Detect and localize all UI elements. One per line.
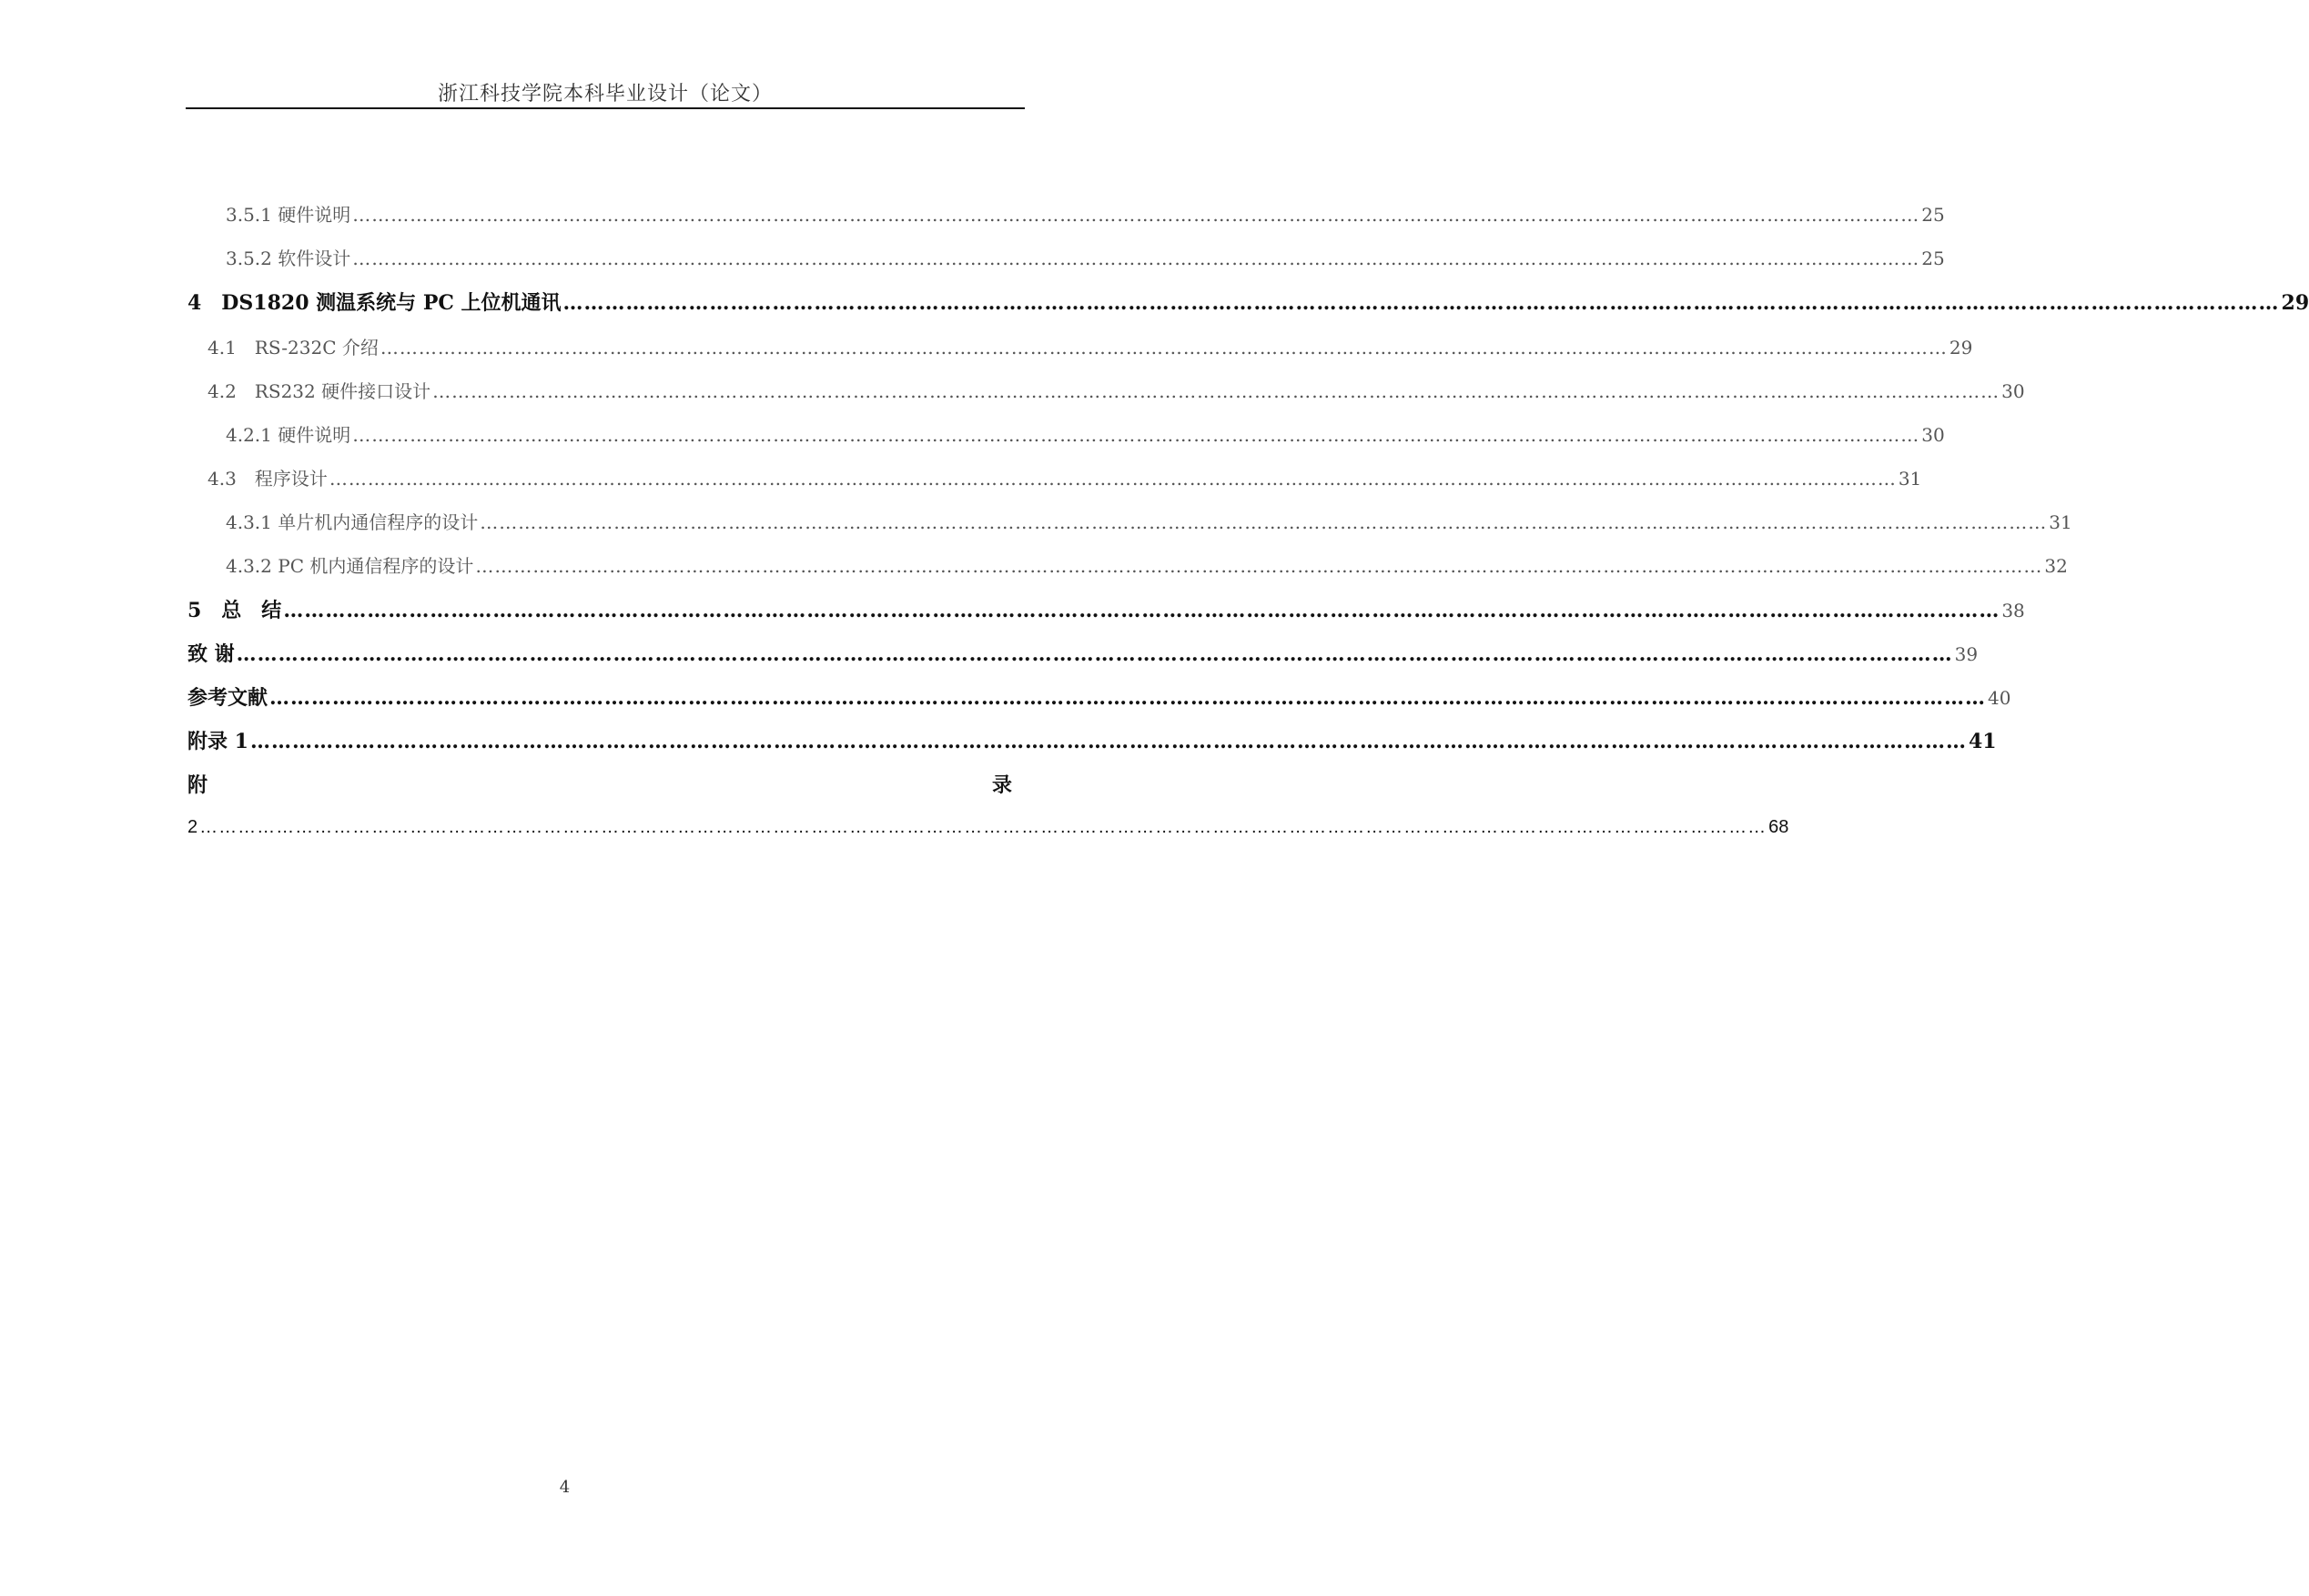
toc-leader-dots: ………………………………………………………………………………………………………………………………………………………………………………………………………………………… xyxy=(352,247,1920,269)
toc-entry-4-3-2[interactable] xyxy=(226,551,2068,578)
toc-leader-dots: ………………………………………………………………………………………………………………………………………………………………………………………………………………………… xyxy=(562,291,2280,315)
toc-appendix-2-left-char[interactable]: 附 xyxy=(187,773,208,797)
toc-entry-title: 3.5.1 硬件说明 xyxy=(226,204,351,226)
toc-leader-dots: ………………………………………………………………………………………………………………………………………………………………………………………………………………………… xyxy=(199,817,1767,837)
toc-entry-title: 2 xyxy=(187,817,198,837)
toc-entry-page: 30 xyxy=(2001,380,2025,402)
toc-leader-dots: ………………………………………………………………………………………………………………………………………………………………………………………………………………………… xyxy=(352,424,1920,446)
toc-entry-appendix-2[interactable] xyxy=(187,817,1789,838)
toc-entry-3-5-2[interactable] xyxy=(226,244,1945,270)
toc-entry-page: 39 xyxy=(1954,643,1979,665)
toc-entry-page: 25 xyxy=(1921,204,1945,226)
toc-leader-dots: ………………………………………………………………………………………………………………………………………………………………………………………………………………………… xyxy=(432,380,2000,402)
toc-entry-title: 参考文献 xyxy=(187,686,268,710)
toc-entry-3-5-1[interactable] xyxy=(226,200,1945,227)
toc-entry-page: 30 xyxy=(1921,424,1945,446)
toc-entry-page: 41 xyxy=(1968,730,1997,753)
toc-entry-4-3[interactable] xyxy=(208,464,1922,490)
toc-entry-page: 40 xyxy=(1988,687,2011,709)
toc-entry-title: 4.2.1 硬件说明 xyxy=(226,424,351,446)
toc-entry-4-1[interactable] xyxy=(208,333,1973,359)
toc-leader-dots: ………………………………………………………………………………………………………………………………………………………………………………………………………………………… xyxy=(329,468,1897,490)
toc-entry-4-2[interactable] xyxy=(208,377,2025,403)
toc-leader-dots: ………………………………………………………………………………………………………………………………………………………………………………………………………………………… xyxy=(249,730,1967,753)
toc-entry-title: 附录 1 xyxy=(187,730,248,753)
toc-entry-page: 29 xyxy=(1949,337,1973,359)
toc-entry-title: 4.3.2 PC 机内通信程序的设计 xyxy=(226,555,474,577)
toc-entry-title: 5 总 结 xyxy=(187,599,282,622)
toc-leader-dots: ………………………………………………………………………………………………………………………………………………………………………………………………………………………… xyxy=(475,555,2043,577)
toc-leader-dots: ………………………………………………………………………………………………………………………………………………………………………………………………………………………… xyxy=(380,337,1948,359)
running-header: 浙江科技学院本科毕业设计（论文） xyxy=(437,83,773,106)
toc-entry-page: 32 xyxy=(2044,555,2068,577)
toc-entry-title: 4 DS1820 测温系统与 PC 上位机通讯 xyxy=(187,291,562,315)
toc-entry-title: 3.5.2 软件设计 xyxy=(226,247,351,269)
toc-leader-dots: ………………………………………………………………………………………………………………………………………………………………………………………………………………………… xyxy=(480,511,2048,533)
toc-entry-page: 38 xyxy=(2001,600,2025,621)
toc-entry-title: 致 谢 xyxy=(187,642,235,666)
toc-leader-dots: ………………………………………………………………………………………………………………………………………………………………………………………………………………………… xyxy=(283,599,2000,622)
toc-entry-appendix-1[interactable] xyxy=(187,726,1997,754)
toc-entry-page: 31 xyxy=(2049,511,2072,533)
toc-entry-title: 4.3 程序设计 xyxy=(208,468,328,490)
toc-entry-title: 4.3.1 单片机内通信程序的设计 xyxy=(226,511,479,533)
toc-entry-chapter-4[interactable] xyxy=(187,288,2309,316)
toc-entry-references[interactable] xyxy=(187,682,2011,711)
toc-entry-title: 4.2 RS232 硬件接口设计 xyxy=(208,380,431,402)
page-number: 4 xyxy=(559,1478,571,1497)
toc-appendix-2-right-char[interactable]: 录 xyxy=(992,773,1013,797)
toc-leader-dots: ………………………………………………………………………………………………………………………………………………………………………………………………………………………… xyxy=(236,642,1953,666)
toc-entry-page: 68 xyxy=(1768,817,1789,837)
toc-entry-title: 4.1 RS-232C 介绍 xyxy=(208,337,379,359)
toc-entry-4-2-1[interactable] xyxy=(226,420,1945,447)
toc-leader-dots: ………………………………………………………………………………………………………………………………………………………………………………………………………………………… xyxy=(269,686,1987,710)
toc-entry-acknowledgements[interactable] xyxy=(187,639,1979,667)
toc-leader-dots: ………………………………………………………………………………………………………………………………………………………………………………………………………………………… xyxy=(352,204,1920,226)
toc-entry-page: 31 xyxy=(1898,468,1922,490)
toc-entry-page: 25 xyxy=(1921,247,1945,269)
toc-entry-page: 29 xyxy=(2281,291,2309,315)
toc-entry-chapter-5[interactable] xyxy=(187,595,2025,623)
toc-entry-4-3-1[interactable] xyxy=(226,508,2072,534)
